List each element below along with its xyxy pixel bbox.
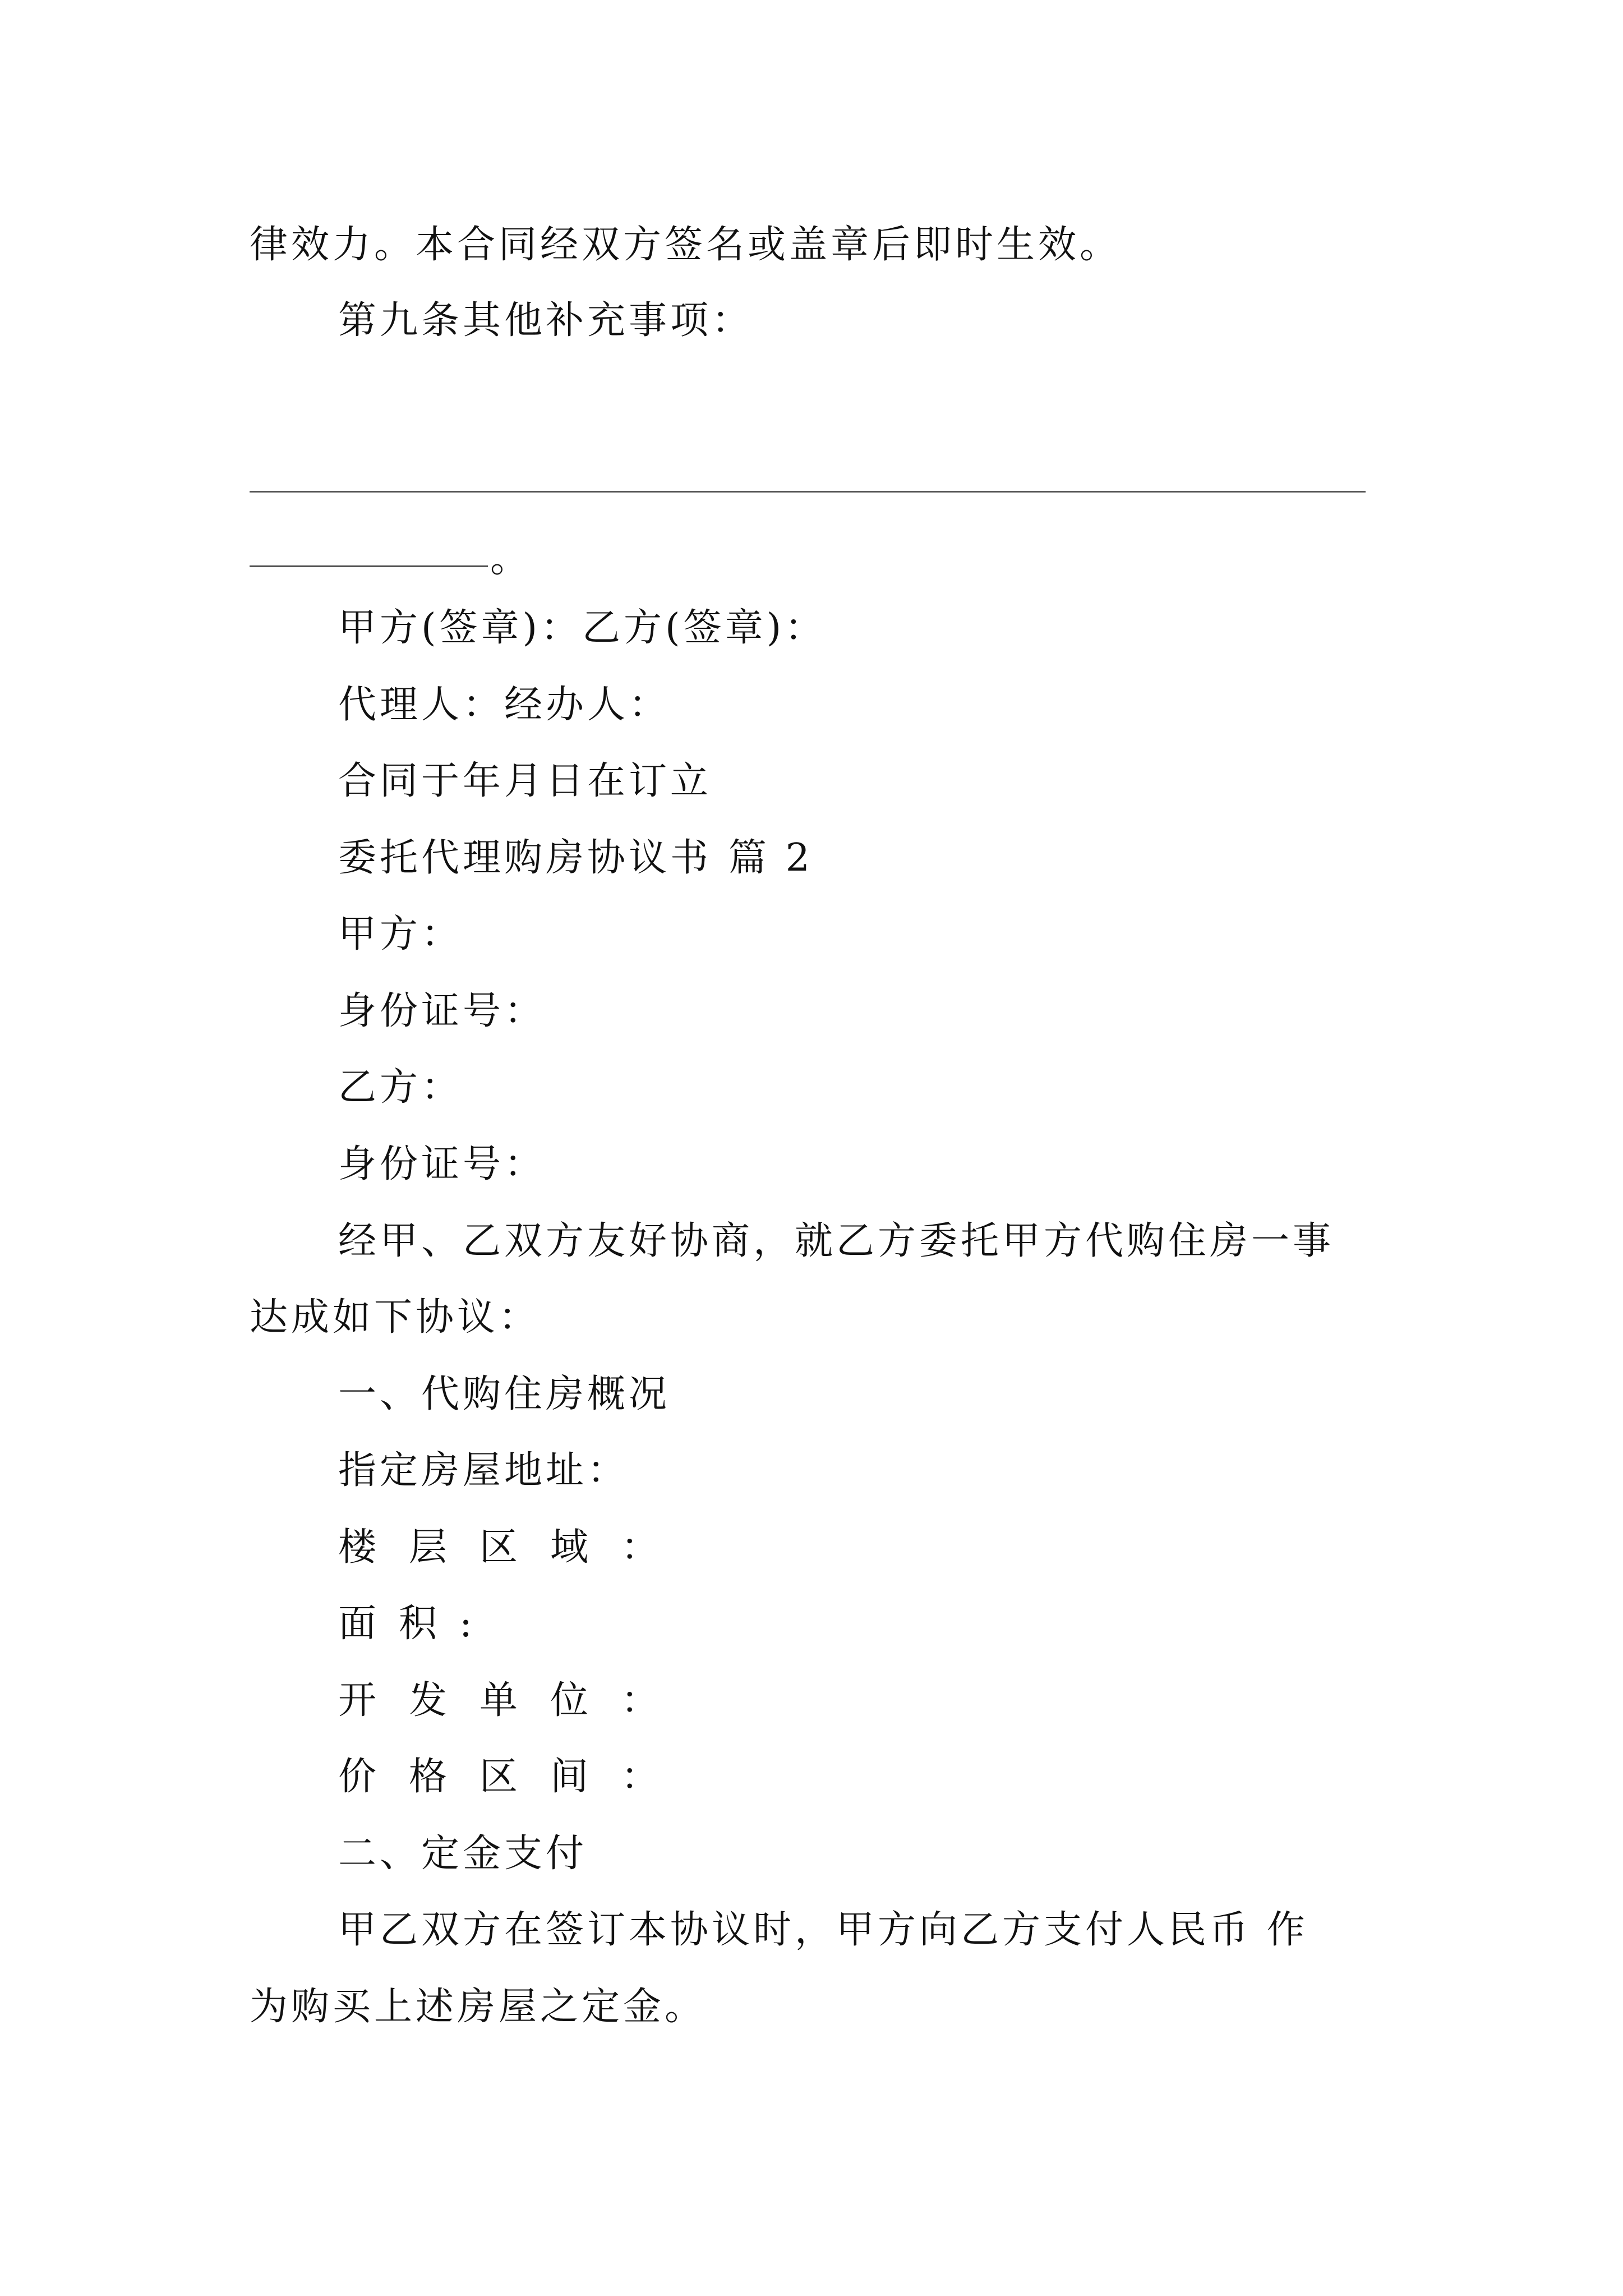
paragraph-line: 律效力。本合同经双方签名或盖章后即时生效。 <box>250 223 1122 267</box>
section-title-text: 委托代理购房协议书 <box>338 836 712 880</box>
signature-line: 甲方(签章)：乙方(签章)： <box>338 606 827 650</box>
field-label-address: 指定房屋地址： <box>338 1448 629 1493</box>
party-b-label: 乙方： <box>338 1065 463 1110</box>
blank-terminator: 。 <box>490 537 532 581</box>
section-heading: 二、定金支付 <box>338 1832 588 1876</box>
party-b-id-label: 身份证号： <box>338 1142 546 1186</box>
paragraph-line: 为购买上述房屋之定金。 <box>250 1985 707 2029</box>
paragraph-line: 甲乙双方在签订本协议时，甲方向乙方支付人民币 作 <box>338 1908 1308 1952</box>
paragraph-line: 达成如下协议： <box>250 1295 541 1340</box>
field-label-floor: 楼层区域： <box>338 1525 692 1570</box>
section-heading: 一、代购住房概况 <box>338 1372 671 1416</box>
clause-nine-heading: 第九条其他补充事项： <box>338 298 754 343</box>
section-title <box>338 833 813 884</box>
party-a-label: 甲方： <box>338 912 463 956</box>
field-label-developer: 开发单位： <box>338 1678 692 1723</box>
contract-date-line: 合同于年月日在订立 <box>338 759 712 803</box>
paragraph-line: 经甲、乙双方友好协商，就乙方委托甲方代购住房一事 <box>338 1219 1335 1263</box>
fill-in-blank-line-short <box>250 565 488 567</box>
party-a-id-label: 身份证号： <box>338 989 546 1033</box>
field-label-area: 面积: <box>338 1602 495 1646</box>
fill-in-blank-line <box>250 491 1366 493</box>
section-number: 篇 2 <box>728 836 813 880</box>
agent-line: 代理人：经办人： <box>338 683 671 727</box>
field-label-price-range: 价格区间： <box>338 1755 692 1799</box>
